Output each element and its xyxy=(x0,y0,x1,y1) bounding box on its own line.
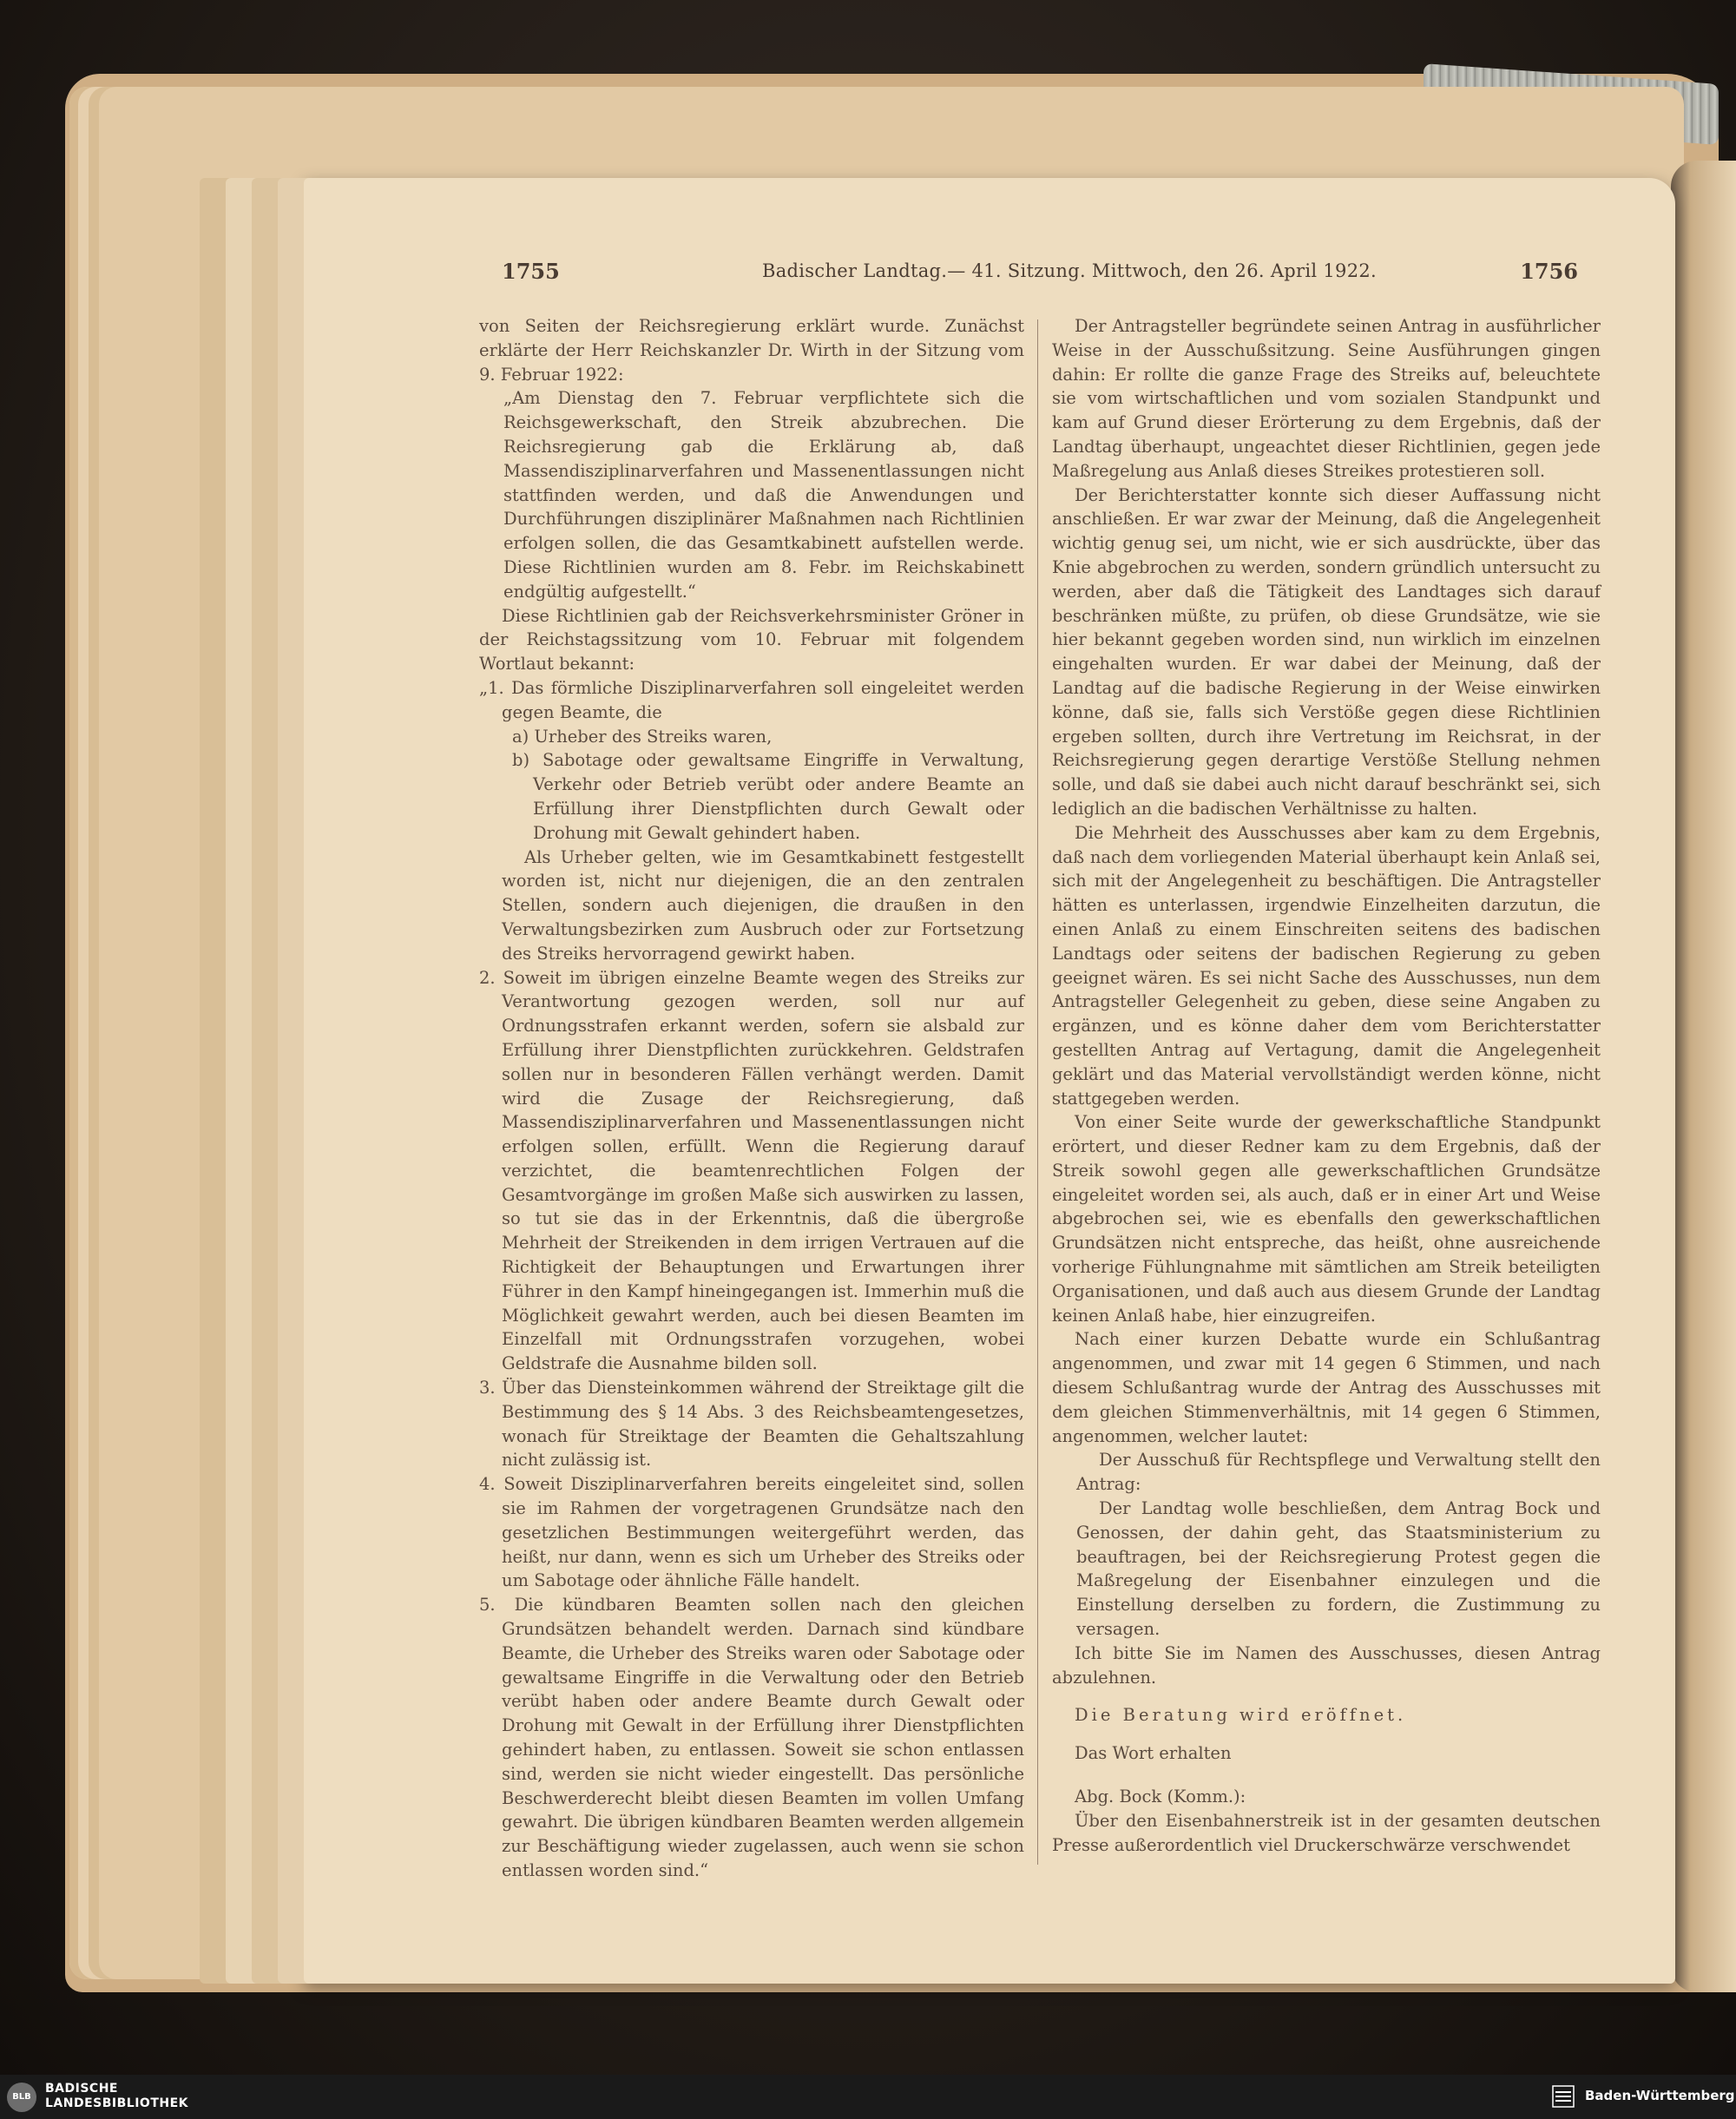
running-title: Badischer Landtag.— 41. Sitzung. Mittwoch, den 26. April 1922. xyxy=(762,260,1377,281)
list-item: 2. Soweit im übrigen einzelne Beamte wegen des Streiks zur Verantwortung gezogen werden, soll nur auf Ordnungsstrafen erkannt werden, sofern sie alsbald zur Erfüllung ihrer Dienstpflichten zurückkehren. Geldstrafen sollen nur in besonderen Fällen verhängt werden. Damit wird die Zusage der Reichsregierung, daß Massendisziplinarverfahren und Massenentlassungen nicht erfolgen sollen, erfüllt. Wenn die Regierung darauf verzichtet, die beamtenrechtlichen Folgen der Gesamtvorgänge im großen Maße sich auswirken zu lassen, so tut sie das in der Erkenntnis, daß die übergroße Mehrheit der Streikenden in dem irrigen Vertrauen auf die Richtigkeit der Behauptungen und Erwartungen ihrer Führer in den Kampf hineingegangen ist. Immerhin muß die Möglichkeit gewahrt werden, auch bei diesen Beamten im Einzelfall mit Ordnungsstrafen vorzugehen, wobei Geldstrafe die Ausnahme bilden soll. xyxy=(479,967,1024,1374)
sub-list-item: b) Sabotage oder gewaltsame Eingriffe in Verwaltung, Verkehr oder Betrieb verübt oder andere Beamte an Erfüllung ihrer Dienstpflichten durch Gewalt oder Drohung mit Gewalt gehindert haben. xyxy=(512,750,1024,843)
page-number-left: 1755 xyxy=(502,259,560,284)
paragraph: Der Antragsteller begründete seinen Antrag in ausführlicher Weise in der Ausschußsitzung. Seine Ausführungen gingen dahin: Er rollte die ganze Frage des Streiks auf, beleuchtete sie vom wirtschaftlichen und vom sozialen Standpunkt und kam auf Grund dieser Erörterung zu dem Ergebnis, daß der Landtag überhaupt, ungeachtet dieser Richtlinien, gegen jede Maßregelung aus Anlaß dieses Streikes protestieren soll. xyxy=(1052,316,1601,481)
list-item: 5. Die kündbaren Beamten sollen nach den gleichen Grundsätzen behandelt werden. Darnach sind kündbare Beamte, die Urheber des Streiks waren oder Sabotage oder gewaltsame Eingriffe in die Verwaltung oder den Betrieb verübt haben oder andere Beamte durch Gewalt oder Drohung mit Gewalt in der Erfüllung ihrer Dienstpflichten gehindert haben, zu entlassen. Soweit sie schon entlassen sind, werden sie nicht wieder eingestellt. Das persönliche Beschwerderecht bleibt diesen Beamten im vollen Umfang gewahrt. Die übrigen kündbaren Beamten werden allgemein zur Beschäftigung wieder zugelassen, auch wenn sie schon entlassen worden sind.“ xyxy=(479,1595,1024,1880)
state-name[interactable]: Baden-Württemberg xyxy=(1585,2088,1735,2103)
library-name-line1: BADISCHE xyxy=(45,2082,118,2096)
quote-paragraph: „Am Dienstag den 7. Februar verpflichtete sich die Reichsgewerkschaft, den Streik abzubrechen. Die Reichsregierung gab die Erklärung ab, daß Massendisziplinarverfahren und Massenentlassungen nicht stattfinden werden, und daß die Anwendungen und Durchführungen disziplinärer Maßnahmen nach Richtlinien erfolgen sollen, die das Gesamtkabinett aufstellen werde. Diese Richtlinien wurden am 8. Febr. im Reichskabinett endgültig aufgestellt.“ xyxy=(503,388,1024,602)
list-item: 4. Soweit Disziplinarverfahren bereits eingeleitet sind, sollen sie im Rahmen der vorgetragenen Grundsätze nach den gesetzlichen Bestimmungen weitergeführt werden, das heißt, nur dann, wenn es sich um Urheber des Streiks oder um Sabotage oder ähnliche Fälle handelt. xyxy=(479,1474,1024,1591)
procedure-note: Die Beratung wird eröffnet. xyxy=(1075,1705,1407,1726)
paragraph: Diese Richtlinien gab der Reichsverkehrsminister Gröner in der Reichstagssitzung vom 10. Februar mit folgendem Wortlaut bekannt: xyxy=(479,605,1024,675)
page-number-right: 1756 xyxy=(1520,259,1578,284)
paragraph: Die Mehrheit des Ausschusses aber kam zu dem Ergebnis, daß nach dem vorliegenden Material überhaupt kein Anlaß sei, sich mit der Angelegenheit zu beschäftigen. Die Antragsteller hätten es unterlassen, irgendwie Einzelheiten darzutun, die einen Anlaß zu einem Einschreiten seitens des badischen Landtags oder seitens der badischen Regierung zu geben geeignet wären. Es sei nicht Sache des Ausschusses, nun dem Antragsteller Gelegenheit zu geben, diese seine Angaben zu ergänzen, und es könne daher dem vom Berichterstatter gestellten Antrag auf Vertagung, damit die Angelegenheit geklärt und das Material vervollständigt werden könne, nicht stattgegeben werden. xyxy=(1052,822,1601,1109)
quote-paragraph: Der Ausschuß für Rechtspflege und Verwaltung stellt den Antrag: xyxy=(1076,1450,1601,1495)
list-item: „1. Das förmliche Disziplinarverfahren soll eingeleitet werden gegen Beamte, die xyxy=(479,677,1024,722)
footer-bar xyxy=(0,2075,1736,2119)
left-column xyxy=(479,314,1024,1883)
right-column xyxy=(1052,314,1601,1857)
list-item-continuation: Als Urheber gelten, wie im Gesamtkabinett festgestellt worden ist, nicht nur diejenigen, die an den zentralen Stellen, sondern auch diejenigen, die draußen in den Verwaltungsbezirken zum Ausbruch oder zur Fortsetzung des Streiks hervorragend gewirkt haben. xyxy=(502,846,1024,964)
paragraph: Über den Eisenbahnerstreik ist in der gesamten deutschen Presse außerordentlich viel Druckerschwärze verschwendet xyxy=(1052,1810,1601,1855)
state-coat-of-arms-icon xyxy=(1550,2083,1576,2109)
paragraph: Der Berichterstatter konnte sich dieser Auffassung nicht anschließen. Er war zwar der Meinung, daß die Angelegenheit wichtig genug sei, um nicht, wie er sich ausdrückte, über das Knie abgebrochen zu werden, sondern gründlich untersucht zu werden, aber daß die Tätigkeit des Landtages sich darauf beschränken müßte, zu prüfen, ob diese Grundsätze, wie sie hier bekannt gegeben worden sind, nun wirklich im einzelnen eingehalten wurden. Er war dabei der Meinung, daß der Landtag auf die badische Regierung in der Weise einwirken könne, daß sie, falls sich Verstöße gegen diese Richtlinien ergeben sollten, durch ihre Vertretung im Reichsrat, in der Reichsregierung gegen derartige Verstöße Stellung nehmen solle, und daß sie dabei auch nicht darauf beschränkt sei, sich lediglich an die badischen Verhältnisse zu halten. xyxy=(1052,484,1601,819)
paragraph: Nach einer kurzen Debatte wurde ein Schlußantrag angenommen, und zwar mit 14 gegen 6 Stimmen, und nach diesem Schlußantrag wurde der Antrag des Ausschusses mit dem gleichen Stimmenverhältnis, mit 14 gegen 6 Stimmen, angenommen, welcher lautet: xyxy=(1052,1329,1601,1446)
paragraph: Ich bitte Sie im Namen des Ausschusses, diesen Antrag abzulehnen. xyxy=(1052,1642,1601,1688)
quote-paragraph: Der Landtag wolle beschließen, dem Antrag Bock und Genossen, der dahin geht, das Staatsministerium zu beauftragen, bei der Reichsregierung Protest gegen die Maßregelung der Eisenbahner einzulegen und die Einstellung derselben zu fordern, die Zustimmung zu versagen. xyxy=(1076,1498,1601,1640)
speaker-line: Abg. Bock (Komm.): xyxy=(1075,1787,1246,1807)
library-logo-icon[interactable]: BLB xyxy=(7,2083,36,2112)
sub-list-item: a) Urheber des Streiks waren, xyxy=(512,726,773,747)
library-name-line2: LANDESBIBLIOTHEK xyxy=(45,2096,189,2110)
paragraph: von Seiten der Reichsregierung erklärt wurde. Zunächst erklärte der Herr Reichskanzler Dr. Wirth in der Sitzung vom 9. Februar 1922: xyxy=(479,316,1024,385)
page-header xyxy=(502,259,1578,293)
library-name[interactable] xyxy=(45,2082,188,2111)
procedure-note: Das Wort erhalten xyxy=(1075,1743,1232,1764)
column-divider xyxy=(1037,319,1038,1865)
paragraph: Von einer Seite wurde der gewerkschaftliche Standpunkt erörtert, und dieser Redner kam zu dem Ergebnis, daß der Streik sowohl gegen alle gewerkschaftlichen Grundsätze eingeleitet worden sei, als auch, daß er in einer Art und Weise abgebrochen sei, wie es ebenfalls den gewerkschaftlichen Grundsätzen nicht entspreche, das heißt, ohne ausreichende vorherige Fühlungnahme mit sämtlichen am Streik beteiligten Organisationen, und daß auch aus diesem Grunde der Landtag keinen Anlaß habe, hier einzugreifen. xyxy=(1052,1112,1601,1326)
list-item: 3. Über das Diensteinkommen während der Streiktage gilt die Bestimmung des § 14 Abs. 3 des Reichsbeamtengesetzes, wonach für Streiktage der Beamten die Gehaltszahlung nicht zulässig ist. xyxy=(479,1378,1024,1471)
next-page-fold xyxy=(1671,161,1736,1992)
